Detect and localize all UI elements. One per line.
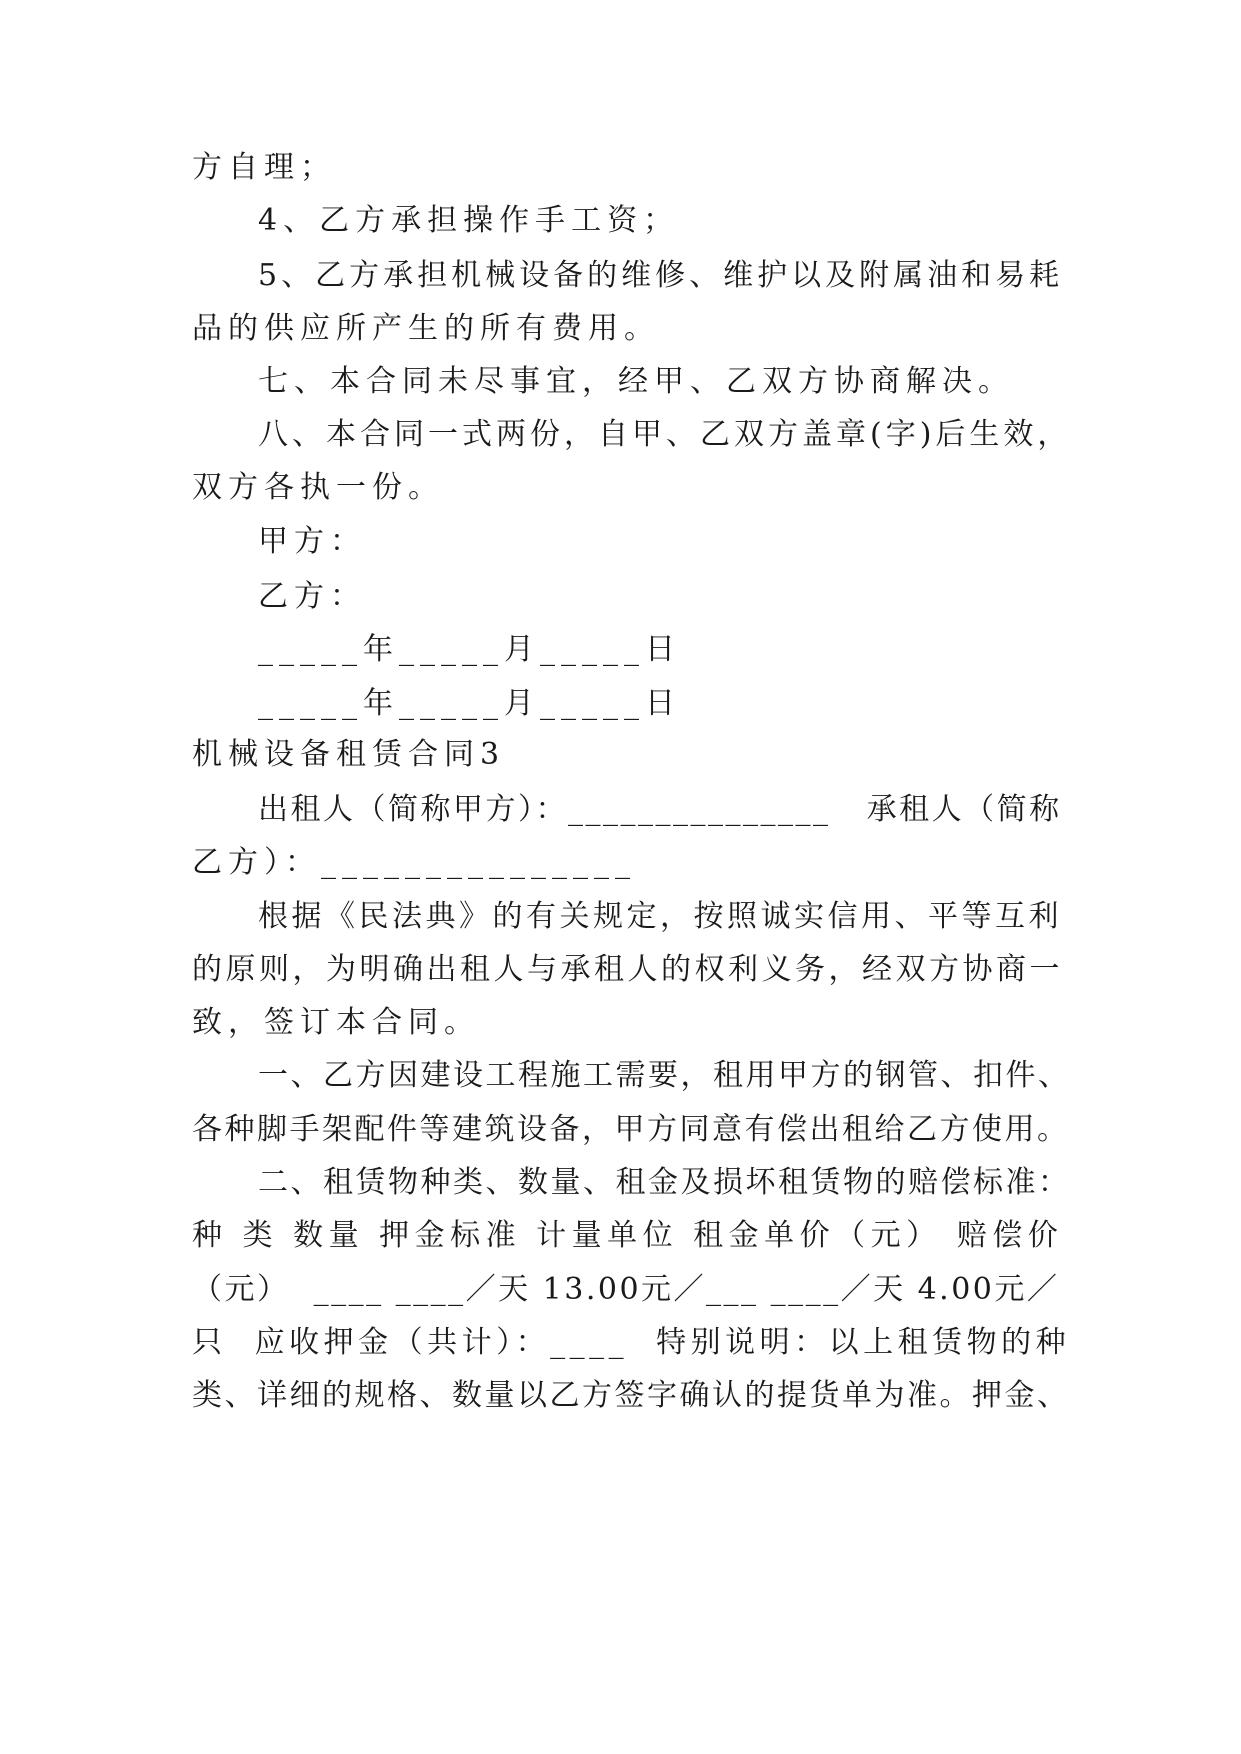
text-line: 5、乙方承担机械设备的维修、维护以及附属油和易耗 bbox=[258, 258, 1064, 293]
text-line: 乙方）：_______________ bbox=[192, 845, 636, 880]
signature-party-a: 甲方： bbox=[258, 524, 366, 559]
date-line: _____年_____月_____日 bbox=[258, 686, 681, 721]
text-line: 出租人（简称甲方）：_______________ 承租人（简称 bbox=[258, 792, 1062, 827]
text-line: 只 应收押金（共计）：____ 特别说明：以上租赁物的种 bbox=[192, 1325, 1071, 1360]
text-line: 七、本合同未尽事宜，经甲、乙双方协商解决。 bbox=[258, 364, 1014, 399]
text-line: （元） ____ ____／天 13.00元／___ ____／天 4.00元／ bbox=[192, 1272, 1060, 1307]
text-line: 各种脚手架配件等建筑设备，甲方同意有偿出租给乙方使用。 bbox=[192, 1112, 1070, 1147]
text-line: 双方各执一份。 bbox=[192, 470, 444, 505]
text-line: 品的供应所产生的所有费用。 bbox=[192, 311, 660, 346]
text-line: 4、乙方承担操作手工资； bbox=[258, 203, 680, 238]
text-line: 的原则，为明确出租人与承租人的权利义务，经双方协商一 bbox=[192, 952, 1063, 987]
text-line: 八、本合同一式两份，自甲、乙双方盖章(字)后生效， bbox=[258, 417, 1072, 452]
text-line: 方自理； bbox=[192, 150, 336, 185]
text-line: 一、乙方因建设工程施工需要，租用甲方的钢管、扣件、 bbox=[258, 1058, 1071, 1093]
text-line: 类、详细的规格、数量以乙方签字确认的提货单为准。押金、 bbox=[192, 1378, 1070, 1413]
date-line: _____年_____月_____日 bbox=[258, 632, 681, 667]
text-line: 根据《民法典》的有关规定，按照诚实信用、平等互利 bbox=[258, 899, 1062, 934]
text-line: 种 类 数量 押金标准 计量单位 租金单价（元） 赔偿价 bbox=[192, 1218, 1064, 1253]
text-line: 致，签订本合同。 bbox=[192, 1005, 480, 1040]
text-line: 二、租赁物种类、数量、租金及损坏租赁物的赔偿标准： bbox=[258, 1165, 1071, 1200]
signature-party-b: 乙方： bbox=[258, 579, 366, 614]
section-title: 机械设备租赁合同3 bbox=[192, 737, 506, 772]
